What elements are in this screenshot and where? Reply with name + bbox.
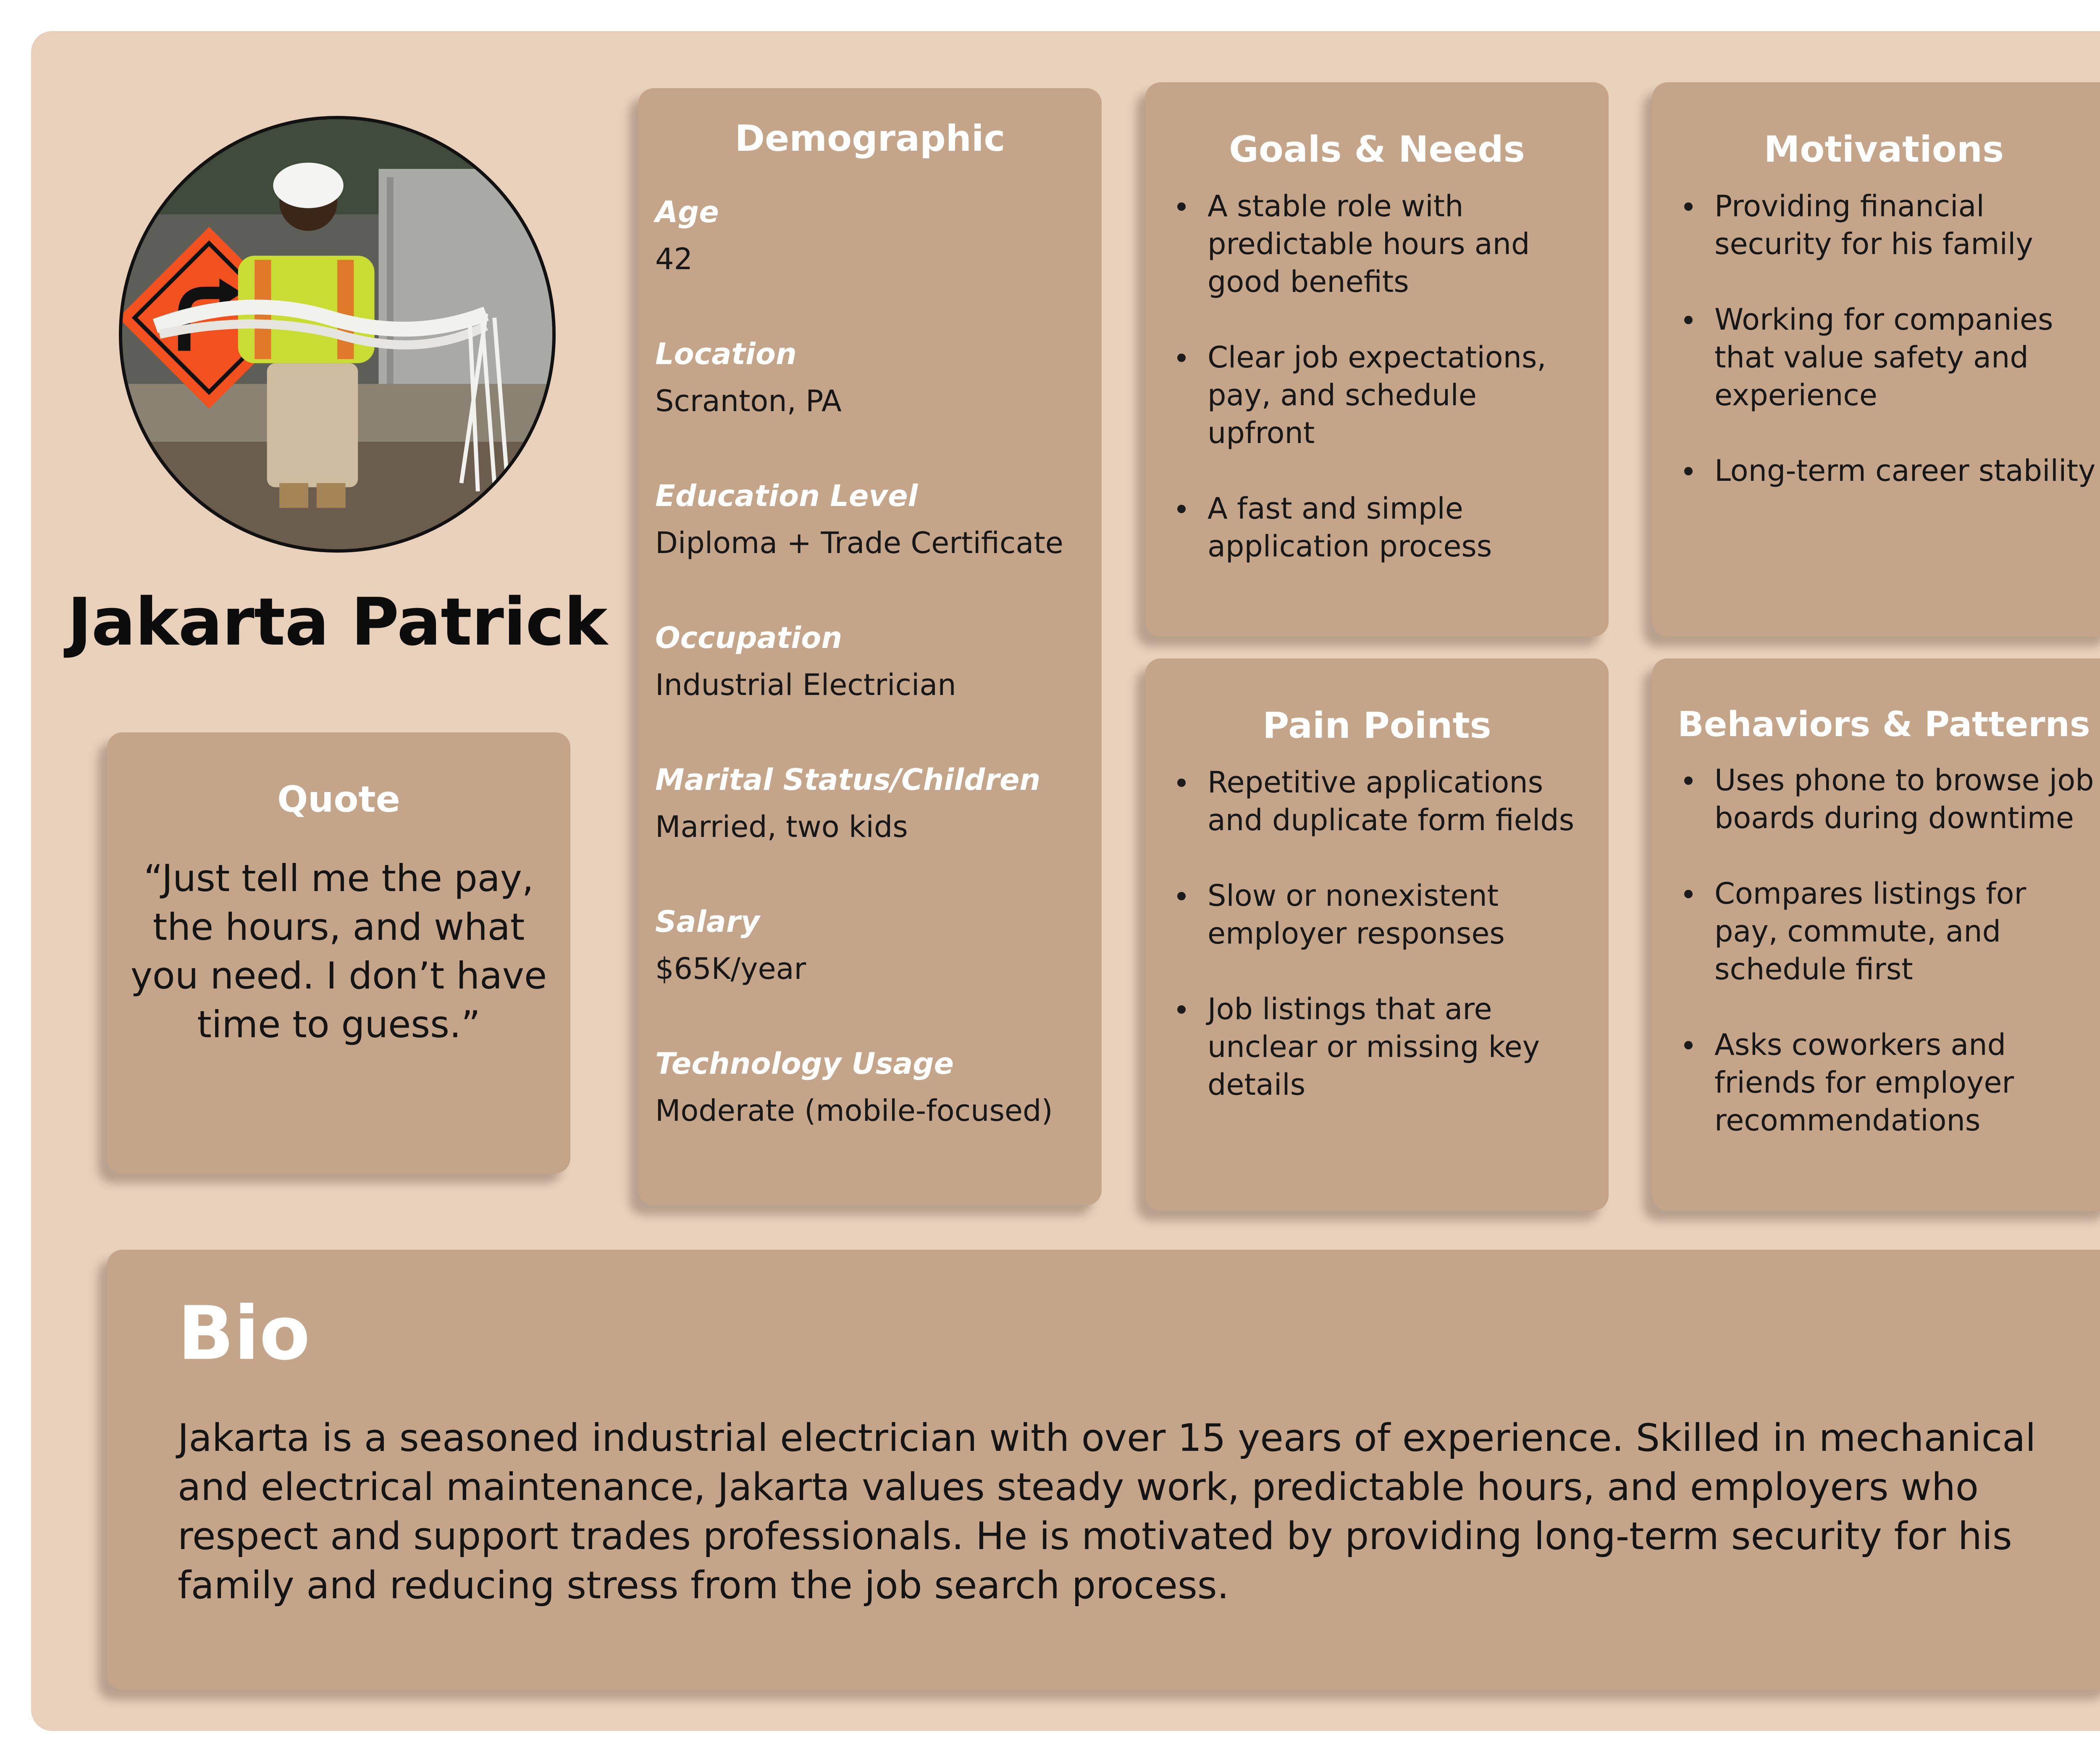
demo-field-location	[655, 335, 1085, 477]
behaviors-title: Behaviors & Patterns	[1677, 705, 2090, 745]
list-item: Long-term career stability	[1682, 452, 2099, 490]
behaviors-card	[1652, 658, 2100, 1211]
list-item: Uses phone to browse job boards during downtime	[1682, 761, 2099, 837]
demo-label: Occupation	[655, 621, 843, 655]
demo-label: Age	[655, 195, 719, 229]
pain-points-card	[1145, 658, 1609, 1211]
demo-field-occupation	[655, 619, 1085, 761]
demo-value: 42	[655, 242, 693, 276]
list-item: Job listings that are unclear or missing key details	[1175, 990, 1592, 1104]
behaviors-list	[1682, 761, 2099, 1139]
demo-field-age	[655, 193, 1085, 335]
motivations-card	[1652, 82, 2100, 637]
goals-title: Goals & Needs	[1229, 128, 1525, 170]
demo-field-salary	[655, 903, 1085, 1045]
bio-text: Jakarta is a seasoned industrial electrician with over 15 years of experience. Skilled in mechanical and electrical maintenance, Jakarta values steady work, predictable hours, and employers who respect and support trades professionals. He is motivated by providing long-term security for his family and reducing stress from the job search process.	[178, 1416, 2036, 1607]
persona-photo	[119, 116, 556, 553]
list-item: Providing financial security for his family	[1682, 187, 2099, 263]
list-item: A fast and simple application process	[1175, 490, 1592, 565]
persona-name: Jakarta Patrick	[67, 584, 607, 660]
demo-field-technology	[655, 1045, 1085, 1171]
list-item: Working for companies that value safety and experience	[1682, 301, 2099, 414]
demo-value: $65K/year	[655, 952, 806, 986]
demo-label: Education Level	[655, 479, 918, 513]
motivations-list	[1682, 187, 2099, 490]
demo-field-education	[655, 477, 1085, 619]
quote-title: Quote	[277, 779, 400, 821]
person-photo-icon	[122, 119, 552, 549]
list-item: A stable role with predictable hours and good benefits	[1175, 187, 1592, 301]
demo-value: Moderate (mobile-focused)	[655, 1093, 1053, 1128]
list-item: Slow or nonexistent employer responses	[1175, 877, 1592, 952]
demo-value: Scranton, PA	[655, 384, 842, 418]
goals-list	[1175, 187, 1592, 565]
demographic-title: Demographic	[735, 118, 1005, 160]
demo-value: Married, two kids	[655, 810, 908, 844]
demo-value: Diploma + Trade Certificate	[655, 526, 1063, 560]
list-item: Clear job expectations, pay, and schedule upfront	[1175, 338, 1592, 452]
demo-label: Salary	[655, 905, 760, 939]
demo-value: Industrial Electrician	[655, 668, 956, 702]
list-item: Repetitive applications and duplicate form fields	[1175, 763, 1592, 839]
demo-label: Location	[655, 337, 797, 371]
motivations-title: Motivations	[1764, 128, 2004, 170]
bio-title: Bio	[178, 1290, 310, 1377]
quote-text: “Just tell me the pay, the hours, and what you need. I don’t have time to guess.”	[130, 857, 547, 1046]
demo-label: Technology Usage	[655, 1046, 954, 1081]
quote-card	[107, 732, 570, 1173]
list-item: Asks coworkers and friends for employer recommendations	[1682, 1026, 2099, 1139]
bio-card	[107, 1250, 2100, 1690]
demo-label: Marital Status/Children	[655, 763, 1041, 797]
demographic-card	[638, 88, 1102, 1205]
pain-points-list	[1175, 763, 1592, 1104]
list-item: Compares listings for pay, commute, and schedule first	[1682, 875, 2099, 988]
pain-points-title: Pain Points	[1263, 705, 1491, 747]
goals-card	[1145, 82, 1609, 637]
demo-field-marital-status	[655, 761, 1085, 903]
